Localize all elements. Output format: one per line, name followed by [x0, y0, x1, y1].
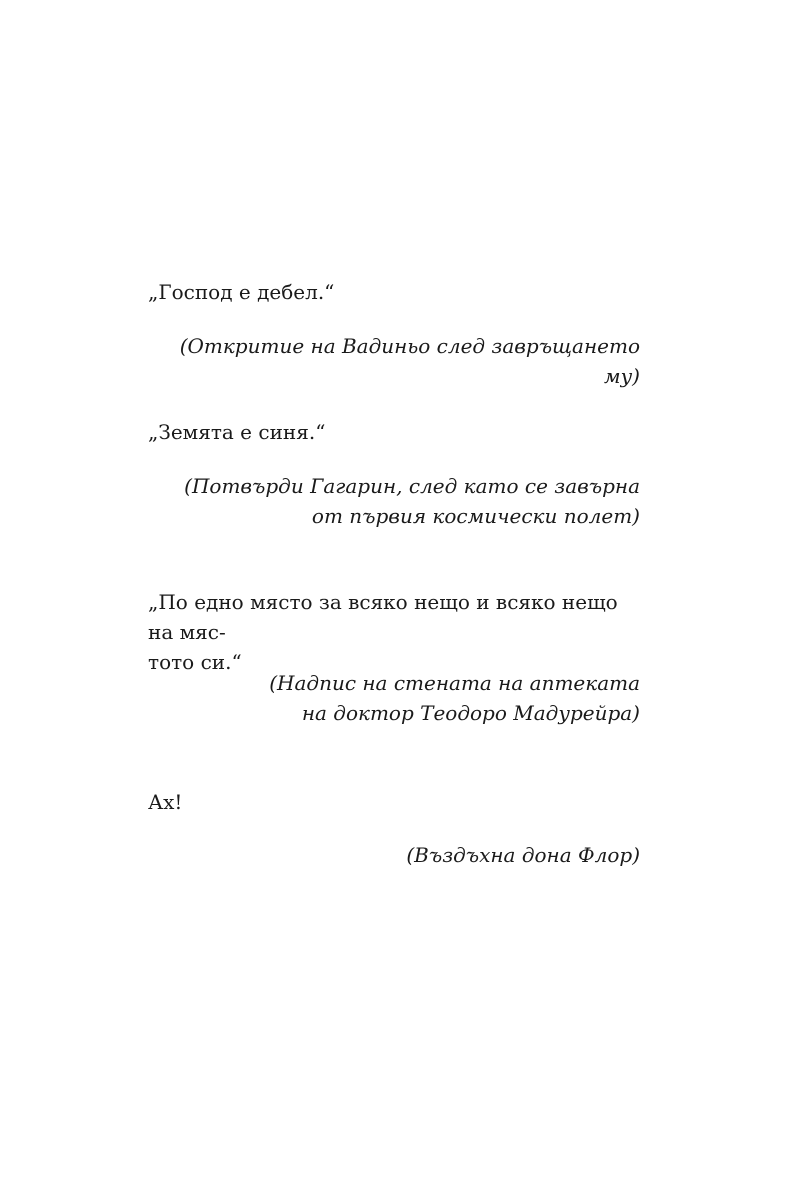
attribution-line: на доктор Теодоро Мадурейра) [301, 701, 640, 725]
epigraph-quote-4 [148, 787, 640, 817]
epigraph-attribution-3 [148, 668, 640, 728]
quote-line: „Господ е дебел.“ [148, 280, 335, 304]
epigraph-attribution-1 [148, 331, 640, 391]
attribution-line: (Откритие на Вадиньо след завръщането му) [179, 334, 640, 388]
attribution-line: (Въздъхна дона Флор) [406, 843, 640, 867]
quote-line: Ах! [148, 790, 183, 814]
attribution-line: (Надпис на стената на аптеката [269, 671, 640, 695]
quote-line: „По едно място за всяко нещо и всяко нещо на мяс- [148, 590, 618, 644]
epigraph-quote-2 [148, 417, 640, 447]
attribution-line: (Потвърди Гагарин, след като се завърна [184, 474, 640, 498]
epigraph-attribution-4 [148, 840, 640, 870]
epigraph-attribution-2 [148, 471, 640, 531]
book-page [148, 0, 640, 1200]
quote-line: тото си.“ [148, 650, 242, 674]
epigraph-quote-1 [148, 277, 640, 307]
quote-line: „Земята е синя.“ [148, 420, 326, 444]
epigraph-quote-3 [148, 587, 640, 677]
attribution-line: от първия космически полет) [311, 504, 640, 528]
